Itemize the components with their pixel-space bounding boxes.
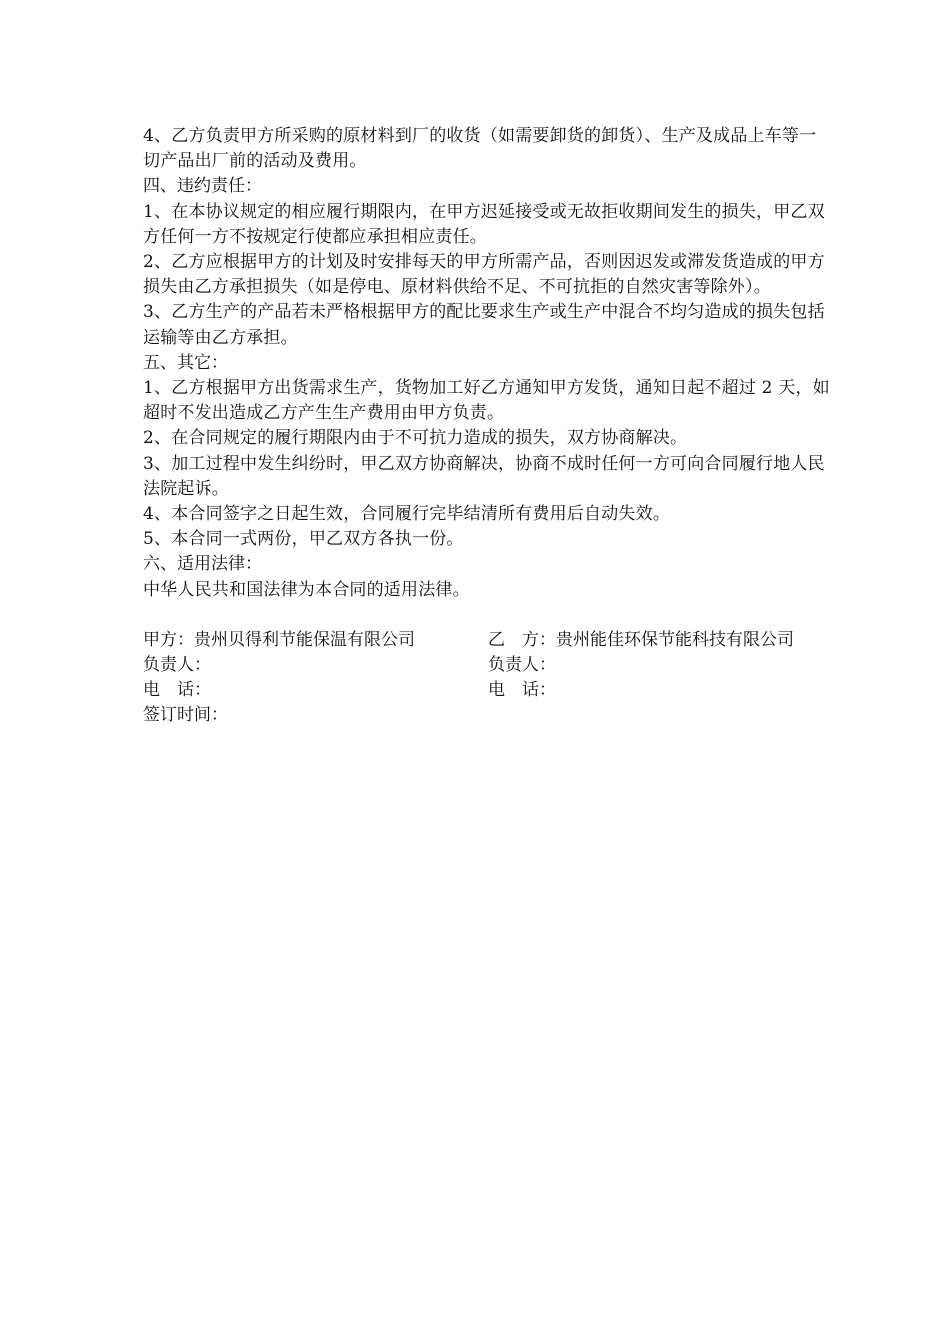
signature-row-responsible: [143, 653, 833, 678]
clause-5-1: 1、乙方根据甲方出货需求生产，货物加工好乙方通知甲方发货，通知日起不超过 2 天，如超时不发出造成乙方产生生产费用由甲方负责。: [143, 378, 830, 424]
clause-6-1: 中华人民共和国法律为本合同的适用法律。: [143, 579, 470, 600]
section-heading-law: 六、适用法律：: [143, 554, 262, 575]
signature-row-phone: [143, 678, 833, 703]
clause-5-2: 2、在合同规定的履行期限内由于不可抗力造成的损失，双方协商解决。: [143, 428, 688, 449]
party-a-phone: 电 话：: [143, 680, 211, 701]
clause-5-5: 5、本合同一式两份，甲乙双方各执一份。: [143, 529, 464, 550]
document-page: [143, 124, 833, 729]
clause-5-4: 4、本合同签字之日起生效，合同履行完毕结清所有费用后自动失效。: [143, 504, 671, 525]
signature-row-time: [143, 703, 833, 728]
section-heading-breach: 四、违约责任：: [143, 176, 262, 197]
party-b-responsible: 负责人：: [488, 655, 556, 676]
clause-4-1: 1、在本协议规定的相应履行期限内，在甲方迟延接受或无故拒收期间发生的损失，甲乙双方任何一方不按规定行使都应承担相应责任。: [143, 201, 825, 247]
clause-5-3: 3、加工过程中发生纠纷时，甲乙双方协商解决，协商不成时任何一方可向合同履行地人民法院起诉。: [143, 453, 825, 499]
signature-row-party: [143, 628, 833, 653]
clause-4-2: 2、乙方应根据甲方的计划及时安排每天的甲方所需产品，否则因迟发或滞发货造成的甲方损失由乙方承担损失（如是停电、原材料供给不足、不可抗拒的自然灾害等除外）。: [143, 252, 825, 298]
clause-3-4: 4、乙方负责甲方所采购的原材料到厂的收货（如需要卸货的卸货）、生产及成品上车等一切产品出厂前的活动及费用。: [143, 126, 817, 172]
sign-time: 签订时间：: [143, 705, 228, 726]
blank-line: [143, 603, 833, 628]
party-a-responsible: 负责人：: [143, 655, 211, 676]
party-b-phone: 电 话：: [488, 680, 556, 701]
party-b-name: 乙 方：贵州能佳环保节能科技有限公司: [488, 629, 794, 650]
clause-4-3: 3、乙方生产的产品若未严格根据甲方的配比要求生产或生产中混合不均匀造成的损失包括运输等由乙方承担。: [143, 302, 825, 348]
party-a-name: 甲方：贵州贝得利节能保温有限公司: [143, 629, 415, 650]
section-heading-other: 五、其它：: [143, 352, 228, 373]
